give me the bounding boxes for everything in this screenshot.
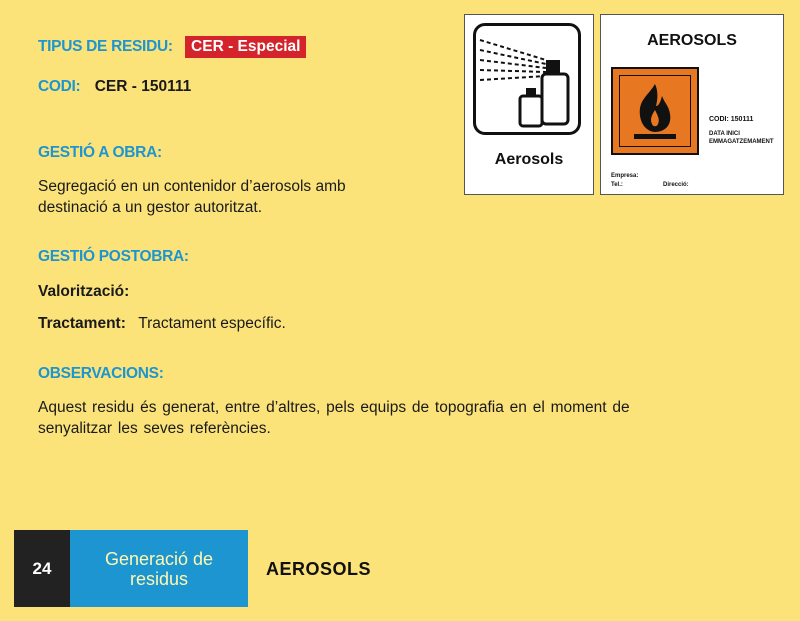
label-card-empresa: Empresa: bbox=[611, 173, 639, 179]
codi-label: CODI: bbox=[38, 78, 81, 95]
codi-row bbox=[38, 78, 191, 96]
label-card-data2: EMMAGATZEMAMENT bbox=[709, 139, 774, 145]
gestio-obra-line2: destinació a un gestor autoritzat. bbox=[38, 199, 263, 216]
flammable-hazard-icon bbox=[611, 67, 699, 155]
label-card-data1: DATA INICI bbox=[709, 131, 740, 137]
aerosols-label-card bbox=[600, 14, 784, 195]
section-line1: Generació de bbox=[104, 548, 214, 569]
gestio-obra-text bbox=[38, 176, 346, 218]
label-card-tel: Tel.: bbox=[611, 182, 623, 188]
valoritzacio-label: Valorització: bbox=[38, 283, 130, 300]
observacions-heading: OBSERVACIONS: bbox=[38, 365, 164, 382]
tipus-label: TIPUS DE RESIDU: bbox=[38, 38, 173, 55]
label-card-direccio: Direcció: bbox=[663, 182, 689, 188]
gestio-obra-heading: GESTIÓ A OBRA: bbox=[38, 144, 162, 161]
valoritzacio-row bbox=[38, 283, 129, 301]
observacions-line2: senyalitzar les seves referències. bbox=[38, 420, 271, 437]
tractament-value: Tractament específic. bbox=[138, 315, 286, 332]
gestio-obra-line1: Segregació en un contenidor d’aerosols amb bbox=[38, 178, 346, 195]
aerosol-pictogram bbox=[464, 14, 594, 195]
section-tab bbox=[70, 530, 248, 607]
observacions-line1: Aquest residu és generat, entre d’altres, pels equips de topografia en el moment de bbox=[38, 399, 630, 416]
tractament-row bbox=[38, 315, 286, 333]
page-number: 24 bbox=[14, 530, 70, 607]
aerosol-spray-icon bbox=[473, 23, 581, 135]
label-card-codi: CODI: 150111 bbox=[709, 116, 754, 123]
label-card-title: AEROSOLS bbox=[647, 32, 737, 49]
codi-value: CER - 150111 bbox=[94, 78, 192, 95]
tipus-row bbox=[38, 36, 306, 58]
observacions-text bbox=[38, 397, 788, 439]
tipus-badge: CER - Especial bbox=[185, 36, 306, 58]
section-line2: residus bbox=[129, 568, 188, 589]
footer-title: AEROSOLS bbox=[266, 559, 372, 579]
aerosol-caption: Aerosols bbox=[494, 151, 564, 168]
tractament-label: Tractament: bbox=[38, 315, 126, 332]
gestio-postobra-heading: GESTIÓ POSTOBRA: bbox=[38, 248, 189, 265]
